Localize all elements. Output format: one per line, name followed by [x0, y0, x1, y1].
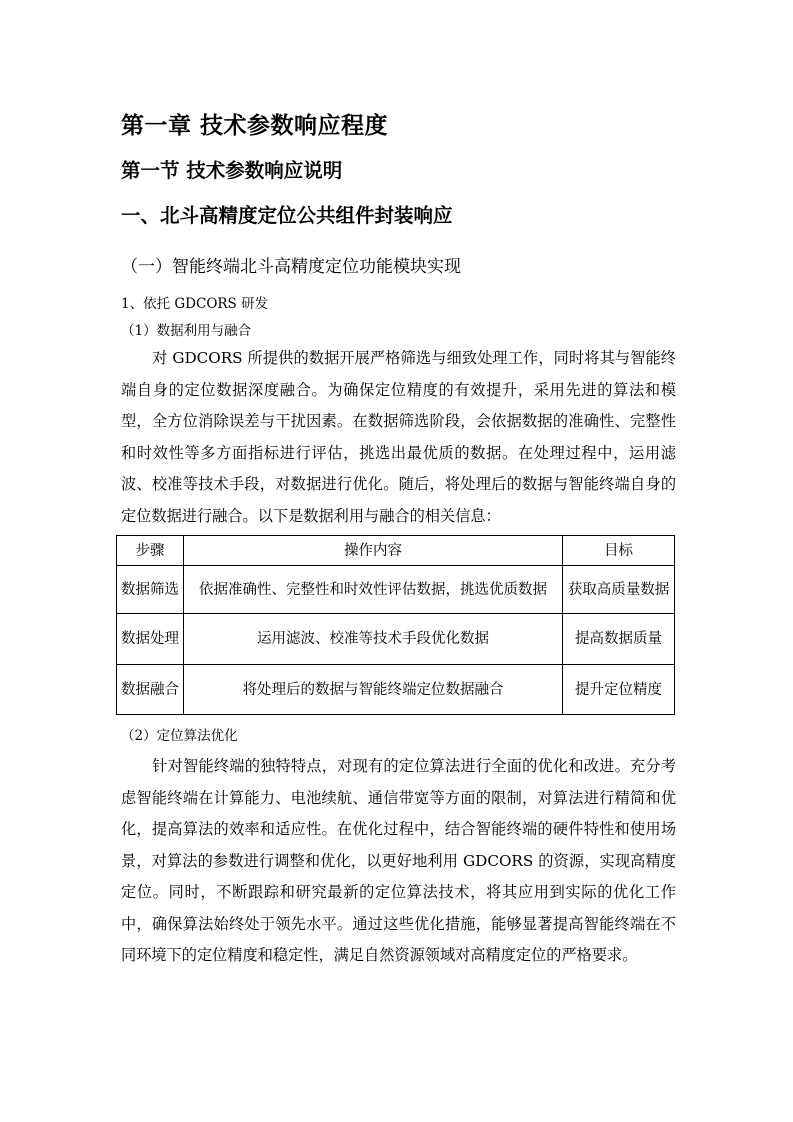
paragraph-data-fusion-text: 对 GDCORS 所提供的数据开展严格筛选与细致处理工作，同时将其与智能终端自身的定位数据深度融合。为确保定位精度的有效提升，采用先进的算法和模型，全方位消除误差与干扰因素。在数据筛选阶段，会依据数据的准确性、完整性和时效性等多方面指标进行评估，挑选出最优质的数据。在处理过程中，运用滤波、校准等技术手段，对数据进行优化。随后，将处理后的数据与智能终端自身的定位数据进行融合。以下是数据利用与融合的相关信息：	[121, 349, 676, 525]
table-cell: 提升定位精度	[563, 665, 675, 715]
data-fusion-table	[116, 535, 675, 715]
subsection-title: 一、北斗高精度定位公共组件封装响应	[121, 204, 453, 227]
table-header-operation: 操作内容	[184, 536, 563, 566]
table-cell: 提高数据质量	[563, 614, 675, 665]
table-header-step: 步骤	[117, 536, 184, 566]
table-cell: 数据处理	[117, 614, 184, 665]
table-cell: 依据准确性、完整性和时效性评估数据，挑选优质数据	[184, 566, 563, 614]
table-row	[117, 566, 675, 614]
paragraph-data-fusion	[121, 343, 676, 532]
table-header-goal: 目标	[563, 536, 675, 566]
paragraph-algorithm-optimization-text: 针对智能终端的独特特点，对现有的定位算法进行全面的优化和改进。充分考虑智能终端在计算能力、电池续航、通信带宽等方面的限制，对算法进行精简和优化，提高算法的效率和适应性。在优化过程中，结合智能终端的硬件特性和使用场景，对算法的参数进行调整和优化，以更好地利用 GDCORS 的资源，实现高精度定位。同时，不断跟踪和研究最新的定位算法技术，将其应用到实际的优化工作中，确保算法始终处于领先水平。通过这些优化措施，能够显著提高智能终端在不同环境下的定位精度和稳定性，满足自然资源领域对高精度定位的严格要求。	[121, 757, 676, 964]
table-cell: 获取高质量数据	[563, 566, 675, 614]
paragraph-algorithm-optimization	[121, 751, 676, 972]
table-cell: 数据筛选	[117, 566, 184, 614]
table-cell: 运用滤波、校准等技术手段优化数据	[184, 614, 563, 665]
item-1-1-title: （1）数据利用与融合	[121, 323, 252, 339]
table-row	[117, 614, 675, 665]
table-header-row	[117, 536, 675, 566]
subsubsection-title: （一）智能终端北斗高精度定位功能模块实现	[121, 257, 461, 277]
section-title: 第一节 技术参数响应说明	[121, 159, 343, 182]
item-1-2-title: （2）定位算法优化	[121, 728, 238, 744]
table-cell: 将处理后的数据与智能终端定位数据融合	[184, 665, 563, 715]
table-cell: 数据融合	[117, 665, 184, 715]
chapter-title: 第一章 技术参数响应程度	[121, 113, 389, 139]
table-row	[117, 665, 675, 715]
item-1-title: 1、依托 GDCORS 研发	[121, 296, 269, 312]
